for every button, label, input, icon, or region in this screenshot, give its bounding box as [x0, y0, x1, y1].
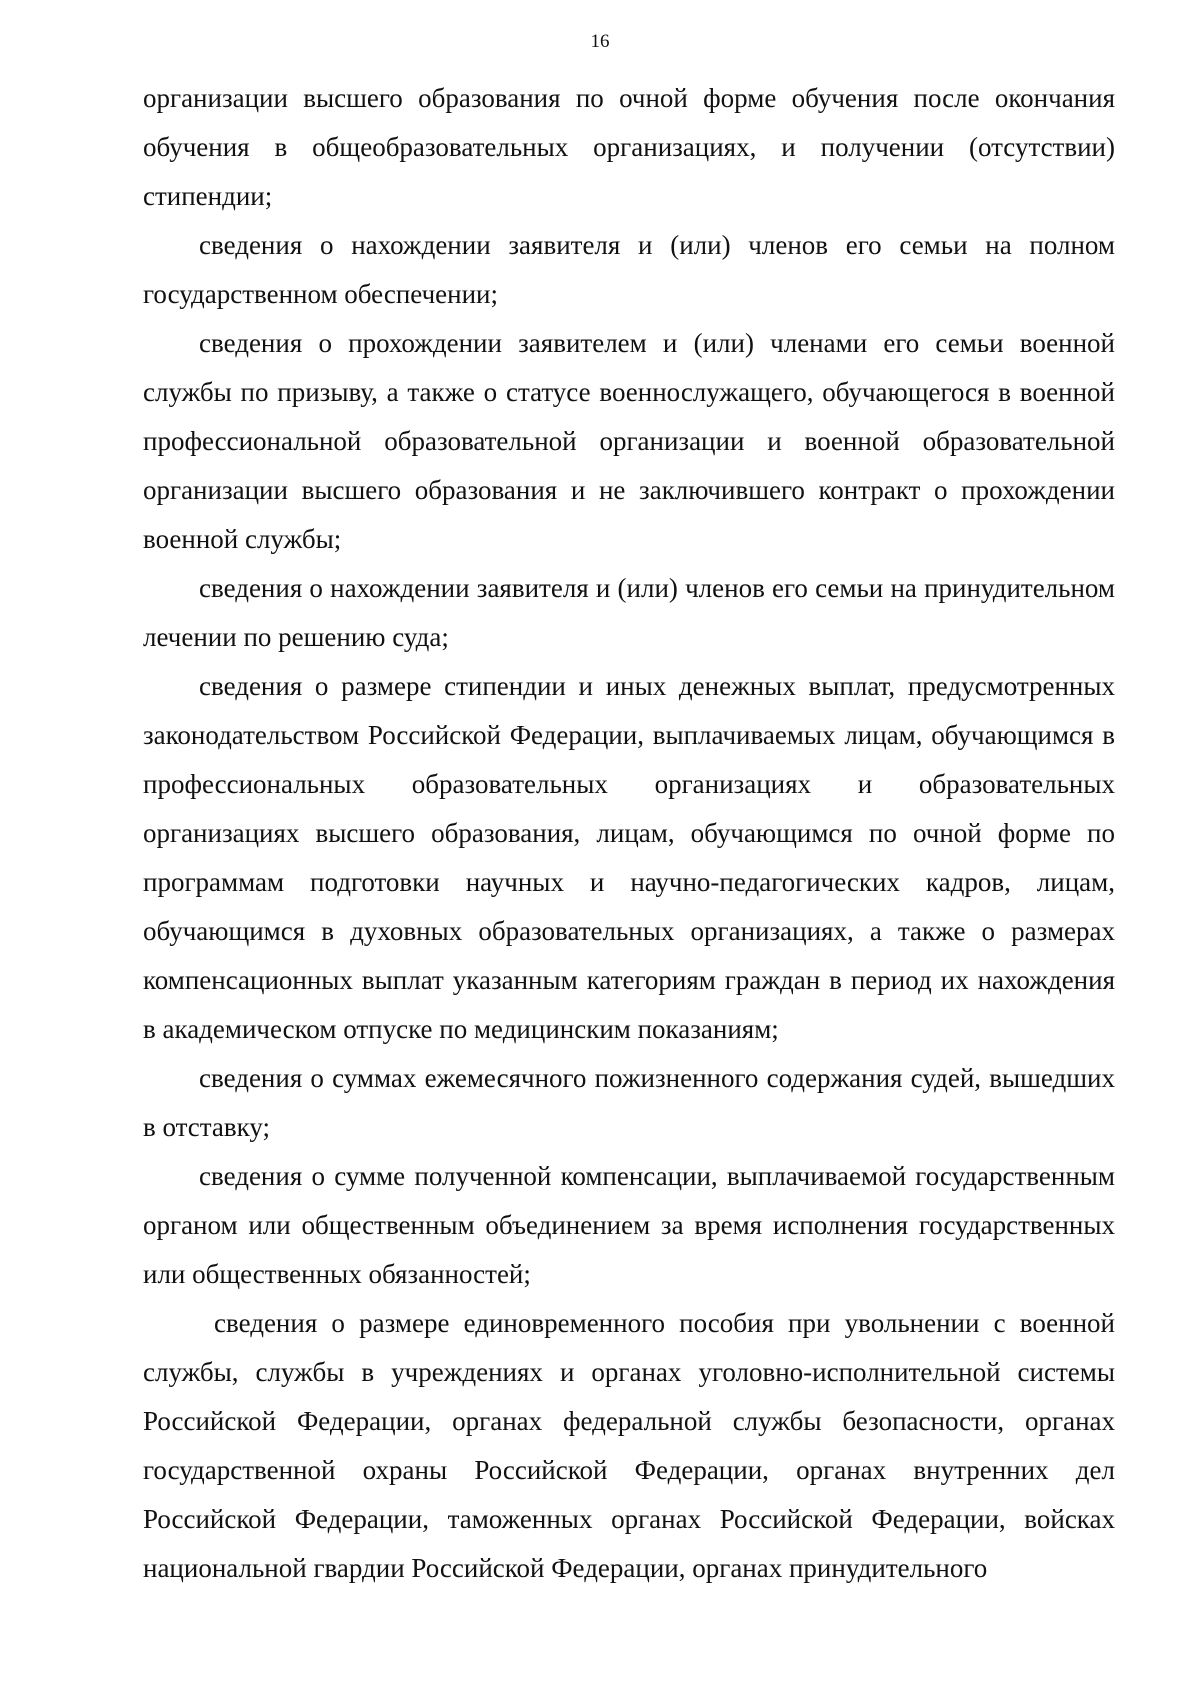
paragraph-compensation: сведения о сумме полученной компенсации, выплачиваемой государственным органом или общественным объединением за время исполнения государственных или общественных обязанностей;: [143, 1161, 1115, 1289]
paragraph-stipend: сведения о размере стипендии и иных денежных выплат, предусмотренных законодательством Российской Федерации, выплачиваемых лицам, обучающимся в профессиональных образовательных организациях и образовательных организациях высшего образования, лицам, обучающимся по очной форме по программам подготовки научных и научно-педагогических кадров, лицам, обучающимся в духовных образовательных организациях, а также о размерах компенсационных выплат указанным категориям граждан в период их нахождения в академическом отпуске по медицинским показаниям;: [143, 671, 1115, 1044]
paragraph-compulsory-treatment: сведения о нахождении заявителя и (или) членов его семьи на принудительном лечении по решению суда;: [143, 573, 1115, 652]
paragraph-severance-allowance: сведения о размере единовременного пособия при увольнении с военной службы, службы в учреждениях и органах уголовно-исполнительной системы Российской Федерации, органах федеральной службы безопасности, органах государственной охраны Российской Федерации, органах внутренних дел Российской Федерации, таможенных органах Российской Федерации, войсках национальной гвардии Российской Федерации, органах принудительного: [143, 1308, 1115, 1583]
paragraph-state-support: сведения о нахождении заявителя и (или) членов его семьи на полном государственном обеспечении;: [143, 230, 1115, 309]
document-body: [143, 74, 1115, 1593]
paragraph-judges-pension: сведения о суммах ежемесячного пожизненного содержания судей, вышедших в отставку;: [143, 1063, 1115, 1142]
page-number: 16: [590, 31, 610, 52]
paragraph-military-service: сведения о прохождении заявителем и (или) членами его семьи военной службы по призыву, а также о статусе военнослужащего, обучающегося в военной профессиональной образовательной организации и военной образовательной организации высшего образования и не заключившего контракт о прохождении военной службы;: [143, 328, 1115, 554]
paragraph-continuation: организации высшего образования по очной форме обучения после окончания обучения в общеобразовательных организациях, и получении (отсутствии) стипендии;: [143, 83, 1115, 211]
